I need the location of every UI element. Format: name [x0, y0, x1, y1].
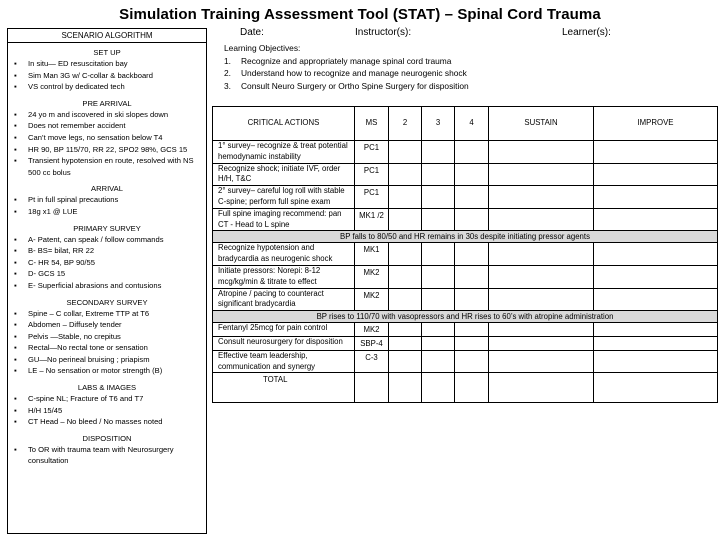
- objective-item: [224, 55, 469, 68]
- labs-heading: LABS & IMAGES: [77, 383, 137, 393]
- total-row: [213, 373, 718, 403]
- list-item: ▪ Sim Man 3G w/ C-collar & backboard: [8, 70, 206, 82]
- list-item: ▪ HR 90, BP 115/70, RR 22, SPO2 98%, GCS 15: [8, 144, 206, 156]
- table-row: [213, 163, 718, 186]
- sustain-cell[interactable]: [489, 163, 594, 186]
- disposition-list: [8, 444, 206, 467]
- score-2-cell[interactable]: [389, 288, 422, 311]
- learner-label: Learner(s):: [562, 27, 611, 38]
- list-item: ▪ In situ— ED resuscitation bay: [8, 58, 206, 70]
- objective-text: Recognize and appropriately manage spinal cord trauma: [241, 55, 452, 66]
- critical-action-cell: Initiate pressors: Norepi: 8-12 mcg/kg/min & titrate to effect: [213, 265, 355, 288]
- labs-list: [8, 393, 206, 428]
- sustain-cell[interactable]: [489, 141, 594, 164]
- score-3-cell[interactable]: [422, 208, 455, 231]
- score-4-cell[interactable]: [455, 288, 489, 311]
- list-item: ▪ A- Patent, can speak / follow commands: [8, 234, 206, 246]
- improve-cell[interactable]: [594, 208, 718, 231]
- setup-heading: SET UP: [93, 48, 121, 57]
- objective-number: 1.: [224, 55, 231, 66]
- improve-cell[interactable]: [594, 141, 718, 164]
- assessment-table: [212, 106, 718, 403]
- improve-cell[interactable]: [594, 336, 718, 350]
- critical-action-cell: 2° survey– careful log roll with stable C-spine; perform full spine exam: [213, 186, 355, 209]
- list-item: ▪ CT Head – No bleed / No masses noted: [8, 416, 206, 428]
- arrival-list: [8, 194, 206, 217]
- critical-action-cell: Effective team leadership, communication and synergy: [213, 350, 355, 373]
- sustain-cell[interactable]: [489, 336, 594, 350]
- list-item: ▪ To OR with trauma team with Neurosurgery consultation: [8, 444, 206, 467]
- critical-actions-header: CRITICAL ACTIONS: [213, 107, 355, 141]
- score-4-cell[interactable]: [455, 186, 489, 209]
- total-sustain-cell[interactable]: [489, 373, 594, 403]
- list-item: ▪ Can’t move legs, no sensation below T4: [8, 132, 206, 144]
- sustain-cell[interactable]: [489, 208, 594, 231]
- score-2-cell[interactable]: [389, 265, 422, 288]
- sustain-cell[interactable]: [489, 243, 594, 266]
- sustain-cell[interactable]: [489, 186, 594, 209]
- prearrival-heading: PRE ARRIVAL: [82, 98, 132, 108]
- date-label: Date:: [240, 27, 264, 38]
- primary-survey-heading: PRIMARY SURVEY: [73, 223, 141, 233]
- score-3-cell[interactable]: [422, 323, 455, 337]
- list-item: ▪ E- Superficial abrasions and contusions: [8, 280, 206, 292]
- critical-action-cell: Recognize shock; initiate IVF, order H/H, T&C: [213, 163, 355, 186]
- score-2-cell[interactable]: [389, 323, 422, 337]
- critical-action-cell: Atropine / pacing to counteract significant bradycardia: [213, 288, 355, 311]
- score-2-cell[interactable]: [389, 141, 422, 164]
- critical-action-cell: Consult neurosurgery for disposition: [213, 336, 355, 350]
- list-item: ▪ Pelvis —Stable, no crepitus: [8, 331, 206, 343]
- scenario-panel: [7, 28, 207, 534]
- table-row: [213, 141, 718, 164]
- score-4-cell[interactable]: [455, 208, 489, 231]
- list-item: ▪ Rectal—No rectal tone or sensation: [8, 342, 206, 354]
- objectives-heading: Learning Objectives:: [224, 43, 301, 53]
- score-2-header: 2: [389, 107, 422, 141]
- list-item: ▪ B- BS= bilat, RR 22: [8, 245, 206, 257]
- improve-cell[interactable]: [594, 186, 718, 209]
- objective-item: [224, 67, 469, 80]
- table-row: [213, 323, 718, 337]
- improve-cell[interactable]: [594, 265, 718, 288]
- secondary-survey-list: [8, 308, 206, 378]
- list-item: ▪ Pt in full spinal precautions: [8, 194, 206, 206]
- milestone-cell: MK1 /2: [355, 208, 389, 231]
- objective-text: Consult Neuro Surgery or Ortho Spine Surgery for disposition: [241, 80, 469, 91]
- score-2-cell[interactable]: [389, 186, 422, 209]
- table-row: [213, 350, 718, 373]
- objective-number: 3.: [224, 80, 231, 91]
- learning-objectives: [224, 42, 469, 92]
- objective-item: [224, 80, 469, 93]
- table-row: [213, 265, 718, 288]
- list-item: ▪ Does not remember accident: [8, 120, 206, 132]
- scenario-heading: SCENARIO ALGORITHM: [8, 29, 206, 43]
- table-row: [213, 186, 718, 209]
- milestone-cell: MK1: [355, 243, 389, 266]
- milestone-cell: PC1: [355, 186, 389, 209]
- list-item: ▪ Spine – C collar, Extreme TTP at T6: [8, 308, 206, 320]
- scenario-update-text: BP falls to 80/50 and HR remains in 30s despite initiating pressor agents: [213, 231, 718, 243]
- improve-cell[interactable]: [594, 163, 718, 186]
- scenario-update-row: [213, 311, 718, 323]
- score-3-cell[interactable]: [422, 163, 455, 186]
- table-row: [213, 208, 718, 231]
- total-4-cell[interactable]: [455, 373, 489, 403]
- disposition-heading: DISPOSITION: [82, 433, 132, 443]
- table-row: [213, 288, 718, 311]
- score-4-cell[interactable]: [455, 163, 489, 186]
- milestone-cell: PC1: [355, 141, 389, 164]
- improve-cell[interactable]: [594, 243, 718, 266]
- milestone-cell: SBP-4: [355, 336, 389, 350]
- objective-number: 2.: [224, 68, 231, 78]
- list-item: ▪ C- HR 54, BP 90/55: [8, 257, 206, 269]
- score-4-cell[interactable]: [455, 350, 489, 373]
- list-item: ▪ Abdomen – Diffusely tender: [8, 319, 206, 331]
- total-3-cell[interactable]: [422, 373, 455, 403]
- milestone-cell: MK2: [355, 265, 389, 288]
- improve-cell[interactable]: [594, 350, 718, 373]
- score-3-cell[interactable]: [422, 265, 455, 288]
- critical-action-cell: Full spine imaging recommend: pan CT - Head to L spine: [213, 208, 355, 231]
- score-4-header: 4: [455, 107, 489, 141]
- critical-action-cell: 1° survey– recognize & treat potential hemodynamic instability: [213, 141, 355, 164]
- improve-header: IMPROVE: [594, 107, 718, 141]
- arrival-heading: ARRIVAL: [91, 184, 123, 194]
- list-item: ▪ VS control by dedicated tech: [8, 81, 206, 93]
- sustain-cell[interactable]: [489, 350, 594, 373]
- list-item: ▪ H/H 15/45: [8, 405, 206, 417]
- score-3-cell[interactable]: [422, 243, 455, 266]
- total-2-cell[interactable]: [389, 373, 422, 403]
- table-row: [213, 336, 718, 350]
- total-improve-cell[interactable]: [594, 373, 718, 403]
- scenario-update-row: [213, 231, 718, 243]
- sustain-cell[interactable]: [489, 323, 594, 337]
- score-4-cell[interactable]: [455, 323, 489, 337]
- sustain-cell[interactable]: [489, 288, 594, 311]
- milestone-cell: MK2: [355, 323, 389, 337]
- score-3-cell[interactable]: [422, 141, 455, 164]
- instructor-label: Instructor(s):: [355, 27, 412, 38]
- score-3-cell[interactable]: [422, 350, 455, 373]
- scenario-update-text: BP rises to 110/70 with vasopressors and HR rises to 60’s with atropine administration: [213, 311, 718, 323]
- score-3-cell[interactable]: [422, 336, 455, 350]
- list-item: ▪ C-spine NL; Fracture of T6 and T7: [8, 393, 206, 405]
- milestone-cell: MK2: [355, 288, 389, 311]
- list-item: ▪ D- GCS 15: [8, 268, 206, 280]
- milestone-cell: C-3: [355, 350, 389, 373]
- score-4-cell[interactable]: [455, 265, 489, 288]
- improve-cell[interactable]: [594, 323, 718, 337]
- secondary-survey-heading: SECONDARY SURVEY: [66, 297, 148, 307]
- score-2-cell[interactable]: [389, 336, 422, 350]
- list-item: ▪ 18g x1 @ LUE: [8, 206, 206, 218]
- setup-list: [8, 58, 206, 93]
- score-2-cell[interactable]: [389, 208, 422, 231]
- table-header-row: [213, 107, 718, 141]
- total-ms-cell[interactable]: [355, 373, 389, 403]
- primary-survey-list: [8, 234, 206, 292]
- list-item: ▪ LE – No sensation or motor strength (B): [8, 365, 206, 377]
- score-2-cell[interactable]: [389, 243, 422, 266]
- score-4-cell[interactable]: [455, 141, 489, 164]
- list-item: ▪ GU—No perineal bruising ; priapism: [8, 354, 206, 366]
- score-3-header: 3: [422, 107, 455, 141]
- total-label: TOTAL: [213, 373, 355, 403]
- list-item: ▪ Transient hypotension en route, resolved with NS 500 cc bolus: [8, 155, 206, 178]
- score-4-cell[interactable]: [455, 336, 489, 350]
- improve-cell[interactable]: [594, 288, 718, 311]
- critical-action-cell: Recognize hypotension and bradycardia as neurogenic shock: [213, 243, 355, 266]
- score-4-cell[interactable]: [455, 243, 489, 266]
- page-title: Simulation Training Assessment Tool (STAT) – Spinal Cord Trauma: [119, 6, 601, 23]
- score-3-cell[interactable]: [422, 288, 455, 311]
- sustain-header: SUSTAIN: [489, 107, 594, 141]
- milestone-cell: PC1: [355, 163, 389, 186]
- objective-text: Understand how to recognize and manage neurogenic shock: [241, 68, 467, 78]
- score-3-cell[interactable]: [422, 186, 455, 209]
- score-2-cell[interactable]: [389, 350, 422, 373]
- critical-action-cell: Fentanyl 25mcg for pain control: [213, 323, 355, 337]
- ms-header: MS: [355, 107, 389, 141]
- table-row: [213, 243, 718, 266]
- sustain-cell[interactable]: [489, 265, 594, 288]
- score-2-cell[interactable]: [389, 163, 422, 186]
- list-item: ▪ 24 yo m and iscovered in ski slopes down: [8, 109, 206, 121]
- prearrival-list: [8, 109, 206, 179]
